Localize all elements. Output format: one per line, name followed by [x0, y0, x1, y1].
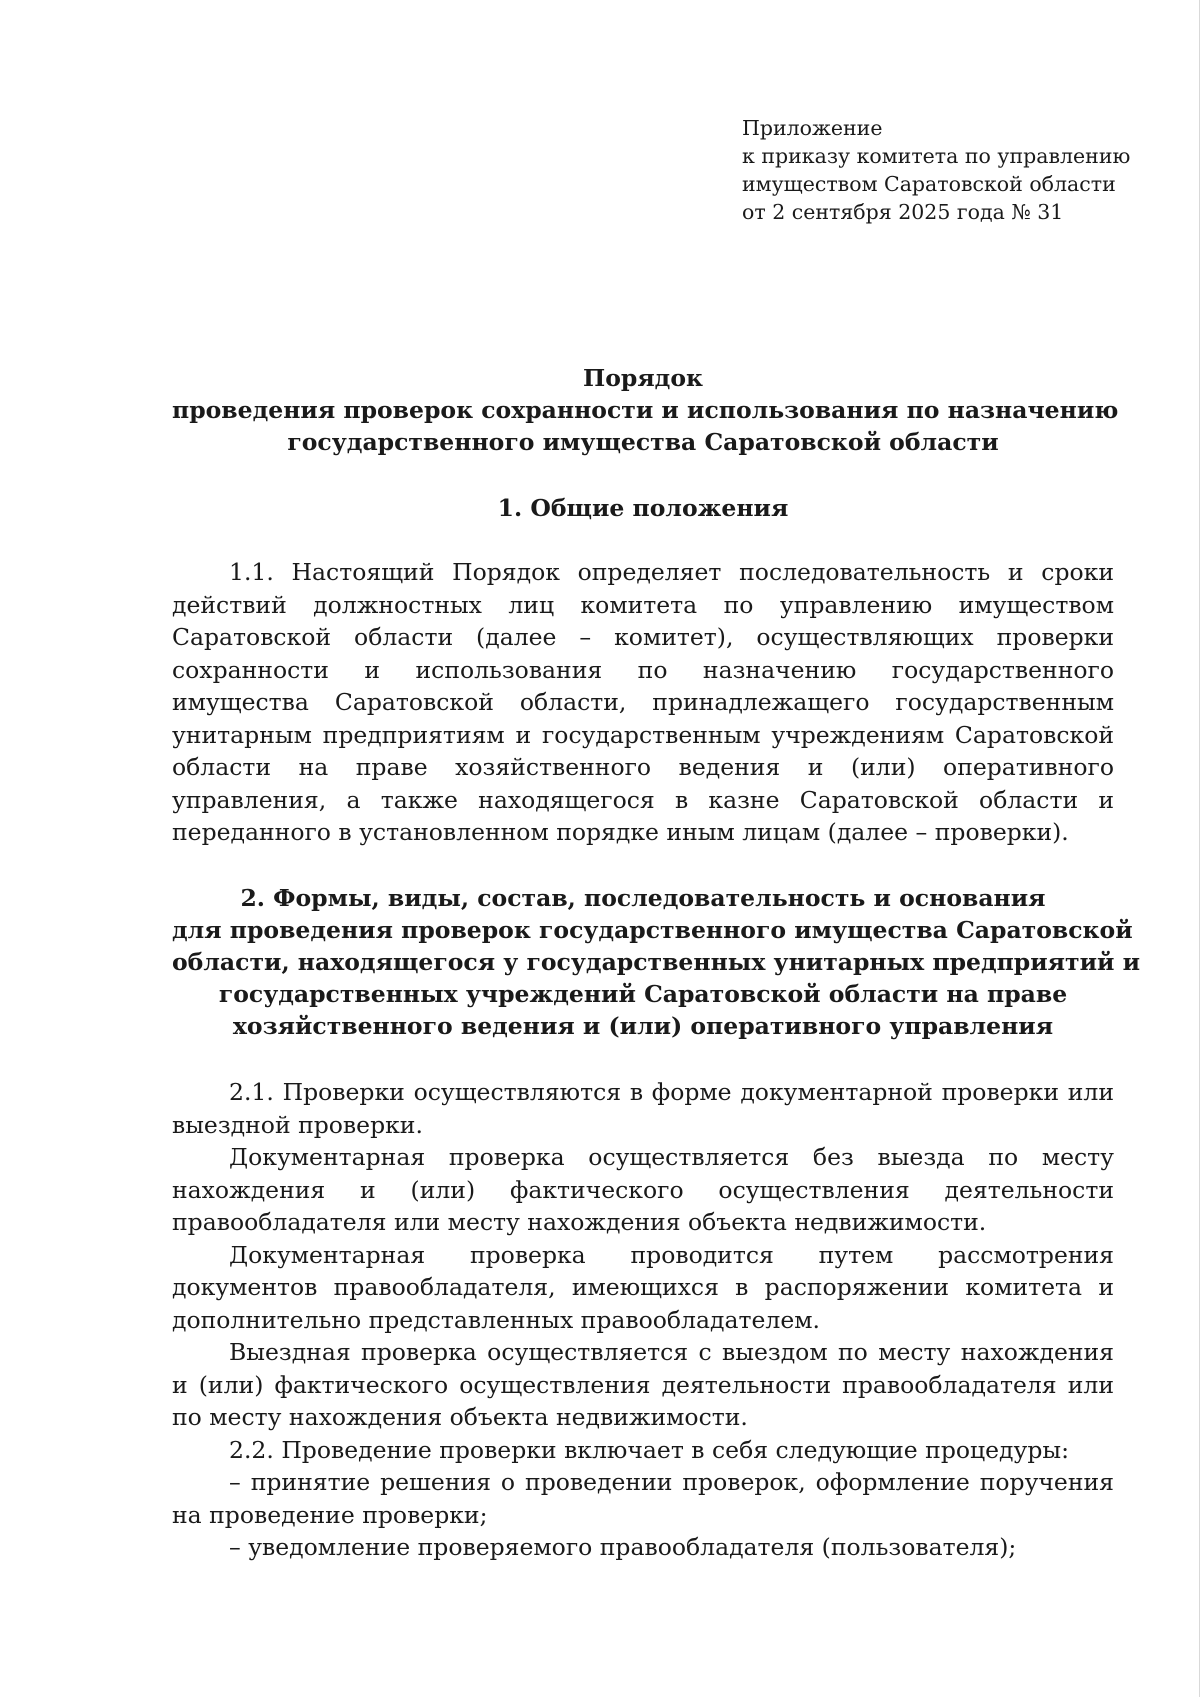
document-title-line: государственного имущества Саратовской области: [287, 428, 999, 456]
paragraph: 2.1. Проверки осуществляются в форме документарной проверки или выездной проверки.: [172, 1078, 1114, 1139]
paragraph: Документарная проверка проводится путем рассмотрения документов правообладателя, имеющихся в распоряжении комитета и дополнительно представленных правообладателем.: [172, 1240, 1114, 1334]
document-title-line: Порядок: [583, 364, 703, 392]
section-2-heading-line: государственных учреждений Саратовской области на праве: [218, 980, 1068, 1008]
section-2-heading-line: хозяйственного ведения и (или) оперативного управления: [232, 1012, 1054, 1040]
section-2-heading-line: области, находящегося у государственных унитарных предприятий и: [172, 948, 1141, 976]
appendix-line: Приложение: [742, 116, 883, 140]
appendix-line: от 2 сентября 2025 года № 31: [742, 200, 1064, 224]
document-title-line: проведения проверок сохранности и использования по назначению: [172, 396, 1119, 424]
list-item: – принятие решения о проведении проверок, оформление поручения на проведение проверки;: [172, 1468, 1114, 1529]
paragraph: 2.2. Проведение проверки включает в себя следующие процедуры:: [229, 1435, 1069, 1464]
section-1-heading: [172, 492, 1114, 524]
section-2-heading-line: 2. Формы, виды, состав, последовательность и основания: [240, 884, 1046, 912]
section-2-heading-line: для проведения проверок государственного имущества Саратовской: [172, 916, 1133, 944]
section-2-heading: [172, 882, 1141, 1042]
appendix-line: к приказу комитета по управлению: [742, 144, 1131, 168]
document-title: [172, 362, 1119, 458]
appendix-block: [742, 114, 1162, 226]
paragraph: 1.1. Настоящий Порядок определяет последовательность и сроки действий должностных лиц комитета по управлению имуществом Саратовской области (далее – комитет), осуществляющих проверки сохранности и использования по назначению государственного имущества Саратовской области, принадлежащего государственным унитарным предприятиям и государственным учреждениям Саратовской области на праве хозяйственного ведения и (или) оперативного управления, а также находящегося в казне Саратовской области и переданного в установленном порядке иным лицам (далее – проверки).: [172, 558, 1114, 846]
list-item: – уведомление проверяемого правообладателя (пользователя);: [229, 1533, 1017, 1561]
section-1-body: [172, 556, 1114, 849]
paragraph: Выездная проверка осуществляется с выездом по месту нахождения и (или) фактического осуществления деятельности правообладателя или по месту нахождения объекта недвижимости.: [172, 1338, 1114, 1431]
paragraph: Документарная проверка осуществляется без выезда по месту нахождения и (или) фактического осуществления деятельности правообладателя или месту нахождения объекта недвижимости.: [172, 1143, 1114, 1236]
section-2-body: [172, 1076, 1114, 1564]
section-1-heading-line: 1. Общие положения: [497, 494, 789, 522]
appendix-line: имуществом Саратовской области: [742, 172, 1116, 196]
